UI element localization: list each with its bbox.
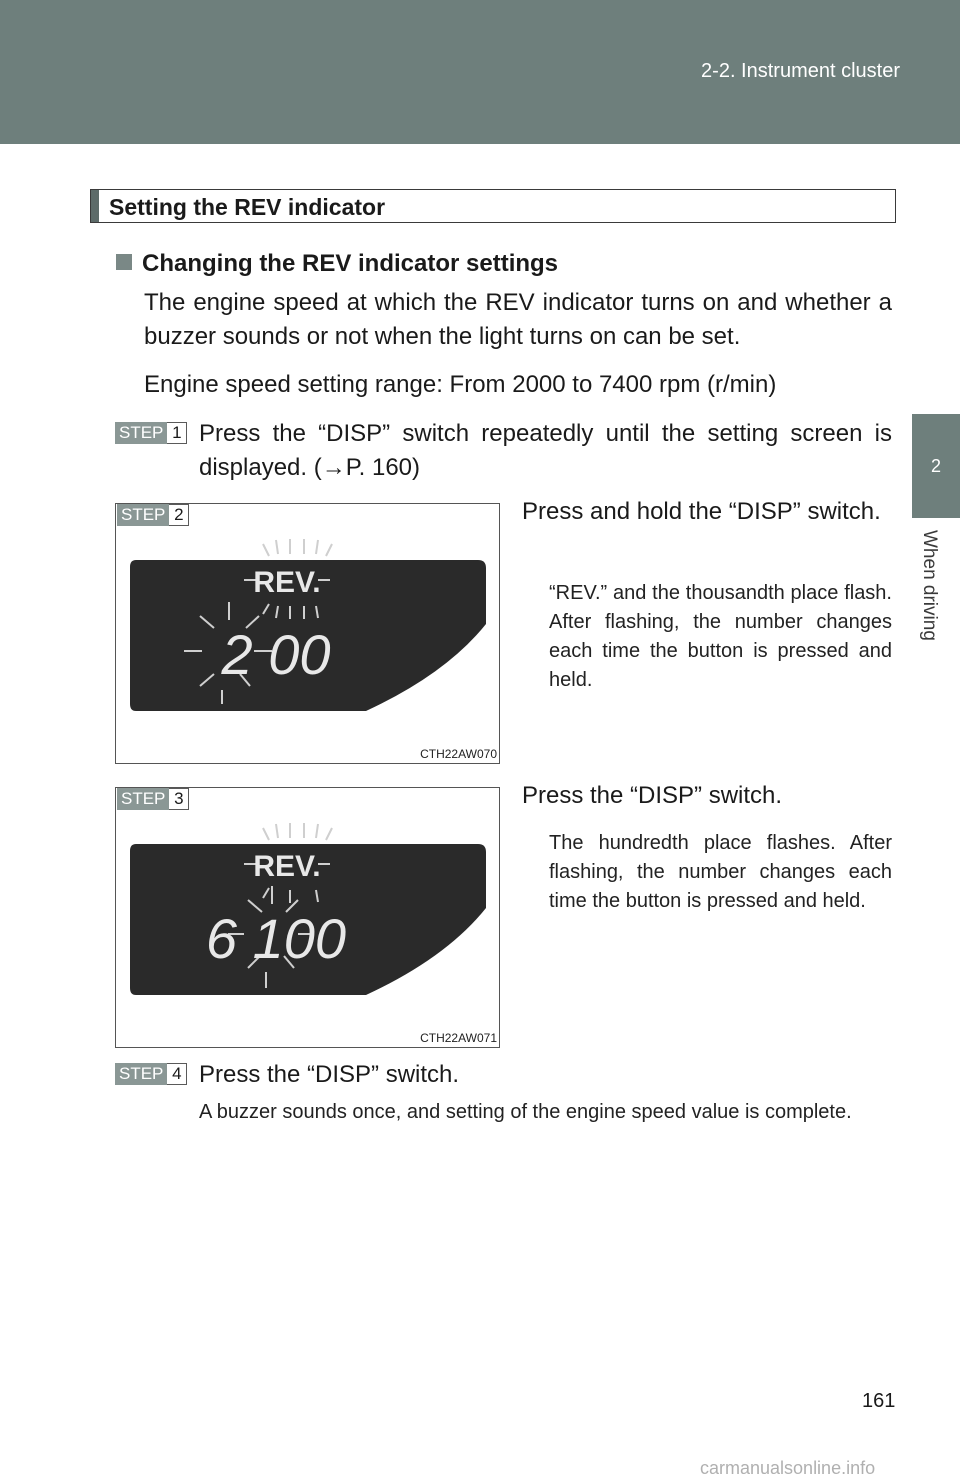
figure-step-2 [115,503,500,764]
page-header [0,0,960,144]
step-number: 1 [167,422,187,444]
rev-display-illustration [116,504,501,765]
step-badge-2 [117,504,189,526]
step-tag: STEP [115,422,167,444]
section-title: 2-2. Instrument cluster [701,60,900,82]
display-label: REV. [253,566,321,599]
step-badge-3 [117,788,189,810]
range-text: Engine speed setting range: From 2000 to 7400 rpm (r/min) [144,371,777,398]
step-2-note: “REV.” and the thousandth place flash. After flashing, the number changes each time the button is pressed and held. [549,582,892,691]
chapter-label-text: When driving [919,530,940,641]
figure-step-3 [115,787,500,1048]
chapter-tab: 2 [912,414,960,518]
rev-display-illustration [116,788,501,1049]
subheading [116,250,558,278]
display-digits: 6 100 [205,907,347,970]
step-badge-1 [115,422,187,444]
display-label: REV. [253,850,321,883]
watermark: carmanualsonline.info [700,1458,876,1478]
figure-code: CTH22AW070 [420,747,497,761]
step-3-text: Press the “DISP” switch. [522,782,783,809]
page-number: 161 [862,1390,896,1412]
step-tag: STEP [117,504,169,526]
section-heading [90,189,896,223]
chapter-label [904,530,960,670]
section-heading-text: Setting the REV indicator [109,194,386,220]
step-number: 2 [169,504,189,526]
intro-text: The engine speed at which the REV indicator turns on and whether a buzzer sounds or not when the light turns on can be set. [144,289,892,350]
step-tag: STEP [115,1063,167,1085]
step-4-text: Press the “DISP” switch. [199,1061,460,1088]
step-1-text: Press the “DISP” switch repeatedly until the setting screen is displayed. (→P. 160) [199,420,892,481]
step-3-note: The hundredth place flashes. After flashing, the number changes each time the button is pressed and held. [549,832,892,912]
step-badge-4 [115,1063,187,1085]
square-bullet-icon [116,254,132,270]
heading-stripe [91,190,99,222]
subheading-text: Changing the REV indicator settings [142,250,559,277]
step-2-text: Press and hold the “DISP” switch. [522,498,881,525]
step-tag: STEP [117,788,169,810]
step-4-note: A buzzer sounds once, and setting of the engine speed value is complete. [199,1101,852,1123]
figure-code: CTH22AW071 [420,1031,497,1045]
display-digits: 2 00 [221,623,331,686]
step-number: 3 [169,788,189,810]
step-number: 4 [167,1063,187,1085]
